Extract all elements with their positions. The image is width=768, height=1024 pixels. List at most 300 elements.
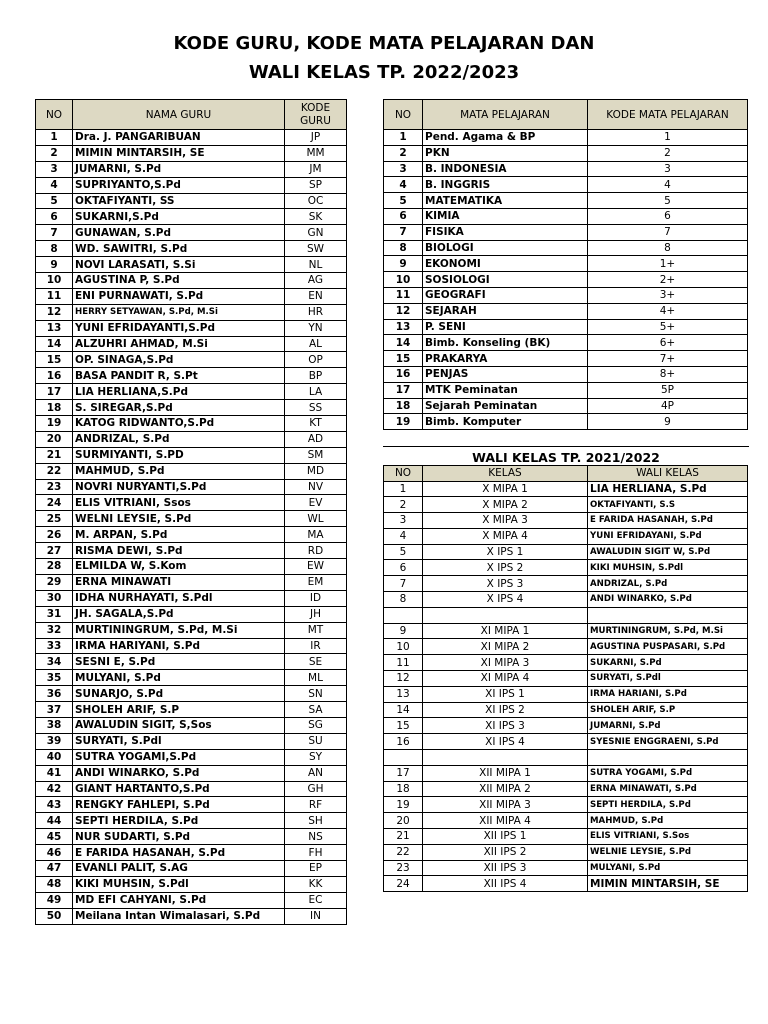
table-cell: EKONOMI <box>423 256 588 272</box>
table-cell: 16 <box>384 734 423 750</box>
table-cell: 11 <box>384 287 423 303</box>
table-cell: SUTRA YOGAMI, S.Pd <box>588 765 748 781</box>
table-row <box>36 749 347 765</box>
table-cell: 4 <box>384 177 423 193</box>
table-cell: 1 <box>384 130 423 146</box>
table-cell: XI MIPA 1 <box>423 623 588 639</box>
table-cell: 15 <box>384 718 423 734</box>
table-cell: BIOLOGI <box>423 240 588 256</box>
table-cell: HERRY SETYAWAN, S.Pd, M.Si <box>73 304 285 320</box>
table-cell: JUMARNI, S.Pd <box>588 718 748 734</box>
table-row <box>36 574 347 590</box>
homeroom-teacher-table <box>383 465 748 892</box>
table-cell: JM <box>285 161 347 177</box>
table-cell: XI IPS 4 <box>423 734 588 750</box>
table-cell: EP <box>285 860 347 876</box>
table-cell <box>588 750 748 766</box>
table-cell: AWALUDIN SIGIT, S,Sos <box>73 717 285 733</box>
table-cell: 29 <box>36 574 73 590</box>
table-row <box>36 241 347 257</box>
table-cell: 32 <box>36 622 73 638</box>
table-row <box>36 908 347 924</box>
table-cell: 38 <box>36 717 73 733</box>
table-row <box>384 781 748 797</box>
subject-code-table <box>383 99 748 430</box>
table-cell: OP <box>285 352 347 368</box>
table-row <box>384 813 748 829</box>
table-row <box>36 702 347 718</box>
table-row <box>384 844 748 860</box>
table-cell: 18 <box>384 781 423 797</box>
table-cell: 7+ <box>588 351 748 367</box>
table-cell: ID <box>285 590 347 606</box>
table-cell: AG <box>285 273 347 289</box>
table-cell: SEPTI HERDILA, S.Pd <box>588 797 748 813</box>
table-cell: 43 <box>36 797 73 813</box>
table-row <box>36 638 347 654</box>
table-row <box>384 256 748 272</box>
table-cell: PKN <box>423 145 588 161</box>
table-cell: SG <box>285 717 347 733</box>
table-row <box>384 623 748 639</box>
table-row <box>384 876 748 892</box>
table-cell: 36 <box>36 686 73 702</box>
table-cell: 24 <box>384 876 423 892</box>
table-row <box>36 813 347 829</box>
table-cell: 9 <box>588 414 748 430</box>
table-cell: SURYATI, S.Pdl <box>73 733 285 749</box>
table-cell: SURYATI, S.Pdl <box>588 671 748 687</box>
table-cell: 16 <box>384 366 423 382</box>
table-row <box>36 400 347 416</box>
table-cell: 21 <box>384 829 423 845</box>
table-cell: 19 <box>36 416 73 432</box>
table-cell: 14 <box>384 702 423 718</box>
table-row <box>384 750 748 766</box>
table-cell: 25 <box>36 511 73 527</box>
table-cell: EV <box>285 495 347 511</box>
table-row <box>384 686 748 702</box>
table-cell: 5 <box>36 193 73 209</box>
table-row <box>36 288 347 304</box>
table-cell: XII IPS 2 <box>423 844 588 860</box>
table-cell: 3 <box>384 513 423 529</box>
table-cell: MD EFI CAHYANI, S.Pd <box>73 892 285 908</box>
table-cell: 7 <box>588 224 748 240</box>
table-row <box>36 622 347 638</box>
table-cell: 30 <box>36 590 73 606</box>
table-cell: 8 <box>384 240 423 256</box>
table-cell: XI MIPA 3 <box>423 655 588 671</box>
table-cell: 11 <box>384 655 423 671</box>
table-cell: SP <box>285 177 347 193</box>
table-cell: NOVRI NURYANTI,S.Pd <box>73 479 285 495</box>
table-cell: 1 <box>36 130 73 146</box>
table-row <box>36 845 347 861</box>
table-row <box>384 576 748 592</box>
table-cell: XI MIPA 2 <box>423 639 588 655</box>
table-cell: SUKARNI,S.Pd <box>73 209 285 225</box>
table-cell: 8 <box>36 241 73 257</box>
table-cell: LIA HERLIANA, S.Pd <box>588 481 748 497</box>
table-cell: PRAKARYA <box>423 351 588 367</box>
table-row <box>384 829 748 845</box>
table-cell: IDHA NURHAYATI, S.Pdl <box>73 590 285 606</box>
table-cell: ANDRIZAL, S.Pd <box>588 576 748 592</box>
table-row <box>36 273 347 289</box>
table-cell: XI IPS 3 <box>423 718 588 734</box>
table-cell: AL <box>285 336 347 352</box>
table-cell: WD. SAWITRI, S.Pd <box>73 241 285 257</box>
table-cell: B. INGGRIS <box>423 177 588 193</box>
table-cell: 12 <box>384 671 423 687</box>
table-row <box>36 559 347 575</box>
table-cell: 6+ <box>588 335 748 351</box>
table-cell: IRMA HARIANI, S.Pd <box>588 686 748 702</box>
table-row <box>384 414 748 430</box>
table-row <box>384 382 748 398</box>
table-cell: 17 <box>384 382 423 398</box>
col-header-mata-pelajaran: MATA PELAJARAN <box>423 100 588 130</box>
table-row <box>36 130 347 146</box>
table-cell <box>384 750 423 766</box>
table-cell: KT <box>285 416 347 432</box>
table-cell: 16 <box>36 368 73 384</box>
table-cell: 28 <box>36 559 73 575</box>
table-cell: MD <box>285 463 347 479</box>
table-cell: 2 <box>384 145 423 161</box>
table-row <box>384 272 748 288</box>
table-row <box>36 654 347 670</box>
table-cell: 8+ <box>588 366 748 382</box>
table-cell: 5 <box>384 193 423 209</box>
table-row <box>384 287 748 303</box>
col-header-wali-kelas: WALI KELAS <box>588 466 748 482</box>
table-row <box>384 193 748 209</box>
table-cell: 2 <box>384 497 423 513</box>
table-cell: 31 <box>36 606 73 622</box>
table-cell: 12 <box>36 304 73 320</box>
table-cell: RISMA DEWI, S.Pd <box>73 543 285 559</box>
table-cell: NUR SUDARTI, S.Pd <box>73 829 285 845</box>
col-header-kode-guru: KODE GURU <box>285 100 347 130</box>
table-cell: 39 <box>36 733 73 749</box>
table-cell: ANDI WINARKO, S.Pd <box>588 592 748 608</box>
table-cell: 3 <box>384 161 423 177</box>
table-cell: SU <box>285 733 347 749</box>
table-cell: 34 <box>36 654 73 670</box>
table-cell: KATOG RIDWANTO,S.Pd <box>73 416 285 432</box>
table-cell: ERNA MINAWATI, S.Pd <box>588 781 748 797</box>
table-row <box>36 781 347 797</box>
table-row <box>36 257 347 273</box>
table-cell: Bimb. Konseling (BK) <box>423 335 588 351</box>
table-cell: SUNARJO, S.Pd <box>73 686 285 702</box>
table-cell: 4P <box>588 398 748 414</box>
table-cell: SUPRIYANTO,S.Pd <box>73 177 285 193</box>
table-cell: 22 <box>384 844 423 860</box>
table-cell: SHOLEH ARIF, S.P <box>588 702 748 718</box>
table-row <box>384 224 748 240</box>
table-cell: KIMIA <box>423 208 588 224</box>
table-row <box>36 511 347 527</box>
table-cell: 15 <box>36 352 73 368</box>
table-cell: OKTAFIYANTI, S.S <box>588 497 748 513</box>
page-title-line-2: WALI KELAS TP. 2022/2023 <box>248 62 520 83</box>
table-cell: WELNIE LEYSIE, S.Pd <box>588 844 748 860</box>
table-cell: SY <box>285 749 347 765</box>
table-cell: ELIS VITRIANI, S.Sos <box>588 829 748 845</box>
homeroom-section-title: WALI KELAS TP. 2021/2022 <box>383 446 749 465</box>
table-cell: 35 <box>36 670 73 686</box>
table-row <box>36 209 347 225</box>
table-cell: 23 <box>384 860 423 876</box>
table-cell: X MIPA 1 <box>423 481 588 497</box>
table-row <box>36 860 347 876</box>
table-row <box>36 336 347 352</box>
table-cell: KIKI MUHSIN, S.Pdl <box>588 560 748 576</box>
table-row <box>384 161 748 177</box>
table-cell: 1+ <box>588 256 748 272</box>
table-cell: 14 <box>36 336 73 352</box>
table-cell: NV <box>285 479 347 495</box>
table-cell: 21 <box>36 447 73 463</box>
table-cell: YUNI EFRIDAYANI, S.Pd <box>588 528 748 544</box>
table-row <box>36 145 347 161</box>
table-cell: X IPS 4 <box>423 592 588 608</box>
table-cell: 6 <box>384 208 423 224</box>
table-cell: Bimb. Komputer <box>423 414 588 430</box>
table-row <box>36 717 347 733</box>
table-cell: 20 <box>384 813 423 829</box>
table-row <box>36 431 347 447</box>
table-cell: EN <box>285 288 347 304</box>
table-cell: 27 <box>36 543 73 559</box>
table-row <box>384 734 748 750</box>
table-cell: MULYANI, S.Pd <box>588 860 748 876</box>
table-row <box>384 398 748 414</box>
table-cell: JH <box>285 606 347 622</box>
table-row <box>384 130 748 146</box>
table-cell: SW <box>285 241 347 257</box>
table-row <box>384 177 748 193</box>
table-row <box>384 655 748 671</box>
table-cell: 20 <box>36 431 73 447</box>
table-cell: X IPS 1 <box>423 544 588 560</box>
table-cell: 17 <box>36 384 73 400</box>
table-cell: 23 <box>36 479 73 495</box>
table-cell: 5 <box>384 544 423 560</box>
table-cell: 19 <box>384 797 423 813</box>
table-cell: IRMA HARIYANI, S.Pd <box>73 638 285 654</box>
table-cell: SH <box>285 813 347 829</box>
table-cell: 2 <box>36 145 73 161</box>
table-cell: E FARIDA HASANAH, S.Pd <box>73 845 285 861</box>
table-cell: SE <box>285 654 347 670</box>
table-cell: 2 <box>588 145 748 161</box>
table-cell: NS <box>285 829 347 845</box>
table-row <box>384 528 748 544</box>
table-row <box>36 416 347 432</box>
table-cell: SS <box>285 400 347 416</box>
table-cell: 3+ <box>588 287 748 303</box>
table-row <box>384 335 748 351</box>
table-cell: XII MIPA 2 <box>423 781 588 797</box>
table-row <box>36 193 347 209</box>
table-row <box>36 797 347 813</box>
table-cell: OC <box>285 193 347 209</box>
table-cell: 5P <box>588 382 748 398</box>
table-cell: 9 <box>384 623 423 639</box>
table-cell: 11 <box>36 288 73 304</box>
table-cell: SK <box>285 209 347 225</box>
table-cell: BP <box>285 368 347 384</box>
table-cell: X IPS 3 <box>423 576 588 592</box>
table-cell: ANDI WINARKO, S.Pd <box>73 765 285 781</box>
table-cell: 8 <box>384 592 423 608</box>
table-cell: 24 <box>36 495 73 511</box>
table-cell: GIANT HARTANTO,S.Pd <box>73 781 285 797</box>
table-cell: 45 <box>36 829 73 845</box>
table-row <box>36 590 347 606</box>
table-cell: 10 <box>36 273 73 289</box>
table-row <box>36 495 347 511</box>
table-cell: 12 <box>384 303 423 319</box>
table-cell <box>423 750 588 766</box>
table-row <box>36 384 347 400</box>
table-cell: 6 <box>384 560 423 576</box>
table-cell: KIKI MUHSIN, S.Pdl <box>73 876 285 892</box>
table-cell: S. SIREGAR,S.Pd <box>73 400 285 416</box>
table-cell: EW <box>285 559 347 575</box>
table-cell: Pend. Agama & BP <box>423 130 588 146</box>
table-cell: Sejarah Peminatan <box>423 398 588 414</box>
table-row <box>36 479 347 495</box>
table-cell: SN <box>285 686 347 702</box>
col-header-no: NO <box>36 100 73 130</box>
table-cell: MIMIN MINTARSIH, SE <box>73 145 285 161</box>
table-cell: GH <box>285 781 347 797</box>
table-row <box>384 702 748 718</box>
table-cell: MULYANI, S.Pd <box>73 670 285 686</box>
table-cell: 6 <box>588 208 748 224</box>
table-cell: IN <box>285 908 347 924</box>
table-row <box>36 320 347 336</box>
table-cell: 2+ <box>588 272 748 288</box>
table-cell: JH. SAGALA,S.Pd <box>73 606 285 622</box>
table-cell: SEJARAH <box>423 303 588 319</box>
table-cell: 3 <box>588 161 748 177</box>
table-cell: SESNI E, S.Pd <box>73 654 285 670</box>
table-cell: 13 <box>384 686 423 702</box>
table-row <box>36 177 347 193</box>
table-cell: P. SENI <box>423 319 588 335</box>
table-cell: 22 <box>36 463 73 479</box>
table-cell: PENJAS <box>423 366 588 382</box>
table-row <box>36 352 347 368</box>
table-row <box>384 560 748 576</box>
table-cell: NL <box>285 257 347 273</box>
table-cell: XII IPS 3 <box>423 860 588 876</box>
table-row <box>384 366 748 382</box>
table-row <box>36 686 347 702</box>
table-row <box>36 161 347 177</box>
table-row <box>36 606 347 622</box>
table-row <box>384 671 748 687</box>
table-cell: 5 <box>588 193 748 209</box>
table-cell: 19 <box>384 414 423 430</box>
table-cell: AWALUDIN SIGIT W, S.Pd <box>588 544 748 560</box>
table-cell: MT <box>285 622 347 638</box>
table-cell: 9 <box>384 256 423 272</box>
table-cell <box>384 607 423 623</box>
table-cell: BASA PANDIT R, S.Pt <box>73 368 285 384</box>
table-cell: 41 <box>36 765 73 781</box>
table-cell: 47 <box>36 860 73 876</box>
table-cell: XII IPS 4 <box>423 876 588 892</box>
table-cell: RF <box>285 797 347 813</box>
table-cell: 18 <box>36 400 73 416</box>
table-cell: ELIS VITRIANI, Ssos <box>73 495 285 511</box>
table-cell: Meilana Intan Wimalasari, S.Pd <box>73 908 285 924</box>
table-cell: AN <box>285 765 347 781</box>
table-cell <box>423 607 588 623</box>
table-row <box>384 592 748 608</box>
table-row <box>384 544 748 560</box>
table-cell: 8 <box>588 240 748 256</box>
table-cell: 17 <box>384 765 423 781</box>
table-row <box>384 513 748 529</box>
page-title-line-1: KODE GURU, KODE MATA PELAJARAN DAN <box>173 33 595 54</box>
table-cell: XI MIPA 4 <box>423 671 588 687</box>
table-cell: 1 <box>384 481 423 497</box>
table-row <box>36 543 347 559</box>
table-cell: FH <box>285 845 347 861</box>
table-row <box>384 607 748 623</box>
table-cell: SEPTI HERDILA, S.Pd <box>73 813 285 829</box>
table-cell: 46 <box>36 845 73 861</box>
table-cell: RENGKY FAHLEPI, S.Pd <box>73 797 285 813</box>
table-row <box>36 463 347 479</box>
table-cell: 48 <box>36 876 73 892</box>
table-cell: LA <box>285 384 347 400</box>
table-cell: M. ARPAN, S.Pd <box>73 527 285 543</box>
table-cell: AGUSTINA P, S.Pd <box>73 273 285 289</box>
table-row <box>36 670 347 686</box>
table-cell: X MIPA 2 <box>423 497 588 513</box>
table-cell: 37 <box>36 702 73 718</box>
table-cell: MAHMUD, S.Pd <box>73 463 285 479</box>
table-cell: 40 <box>36 749 73 765</box>
col-header-no: NO <box>384 100 423 130</box>
col-header-kode-mapel: KODE MATA PELAJARAN <box>588 100 748 130</box>
table-row <box>384 481 748 497</box>
table-cell: 5+ <box>588 319 748 335</box>
table-cell: SHOLEH ARIF, S.P <box>73 702 285 718</box>
table-cell: ERNA MINAWATI <box>73 574 285 590</box>
table-cell: EM <box>285 574 347 590</box>
table-cell: ALZUHRI AHMAD, M.Si <box>73 336 285 352</box>
table-cell: SYESNIE ENGGRAENI, S.Pd <box>588 734 748 750</box>
table-cell: SURMIYANTI, S.PD <box>73 447 285 463</box>
table-cell: MAHMUD, S.Pd <box>588 813 748 829</box>
table-cell: 33 <box>36 638 73 654</box>
table-cell <box>588 607 748 623</box>
table-cell: HR <box>285 304 347 320</box>
table-row <box>384 240 748 256</box>
table-row <box>36 829 347 845</box>
table-row <box>36 876 347 892</box>
